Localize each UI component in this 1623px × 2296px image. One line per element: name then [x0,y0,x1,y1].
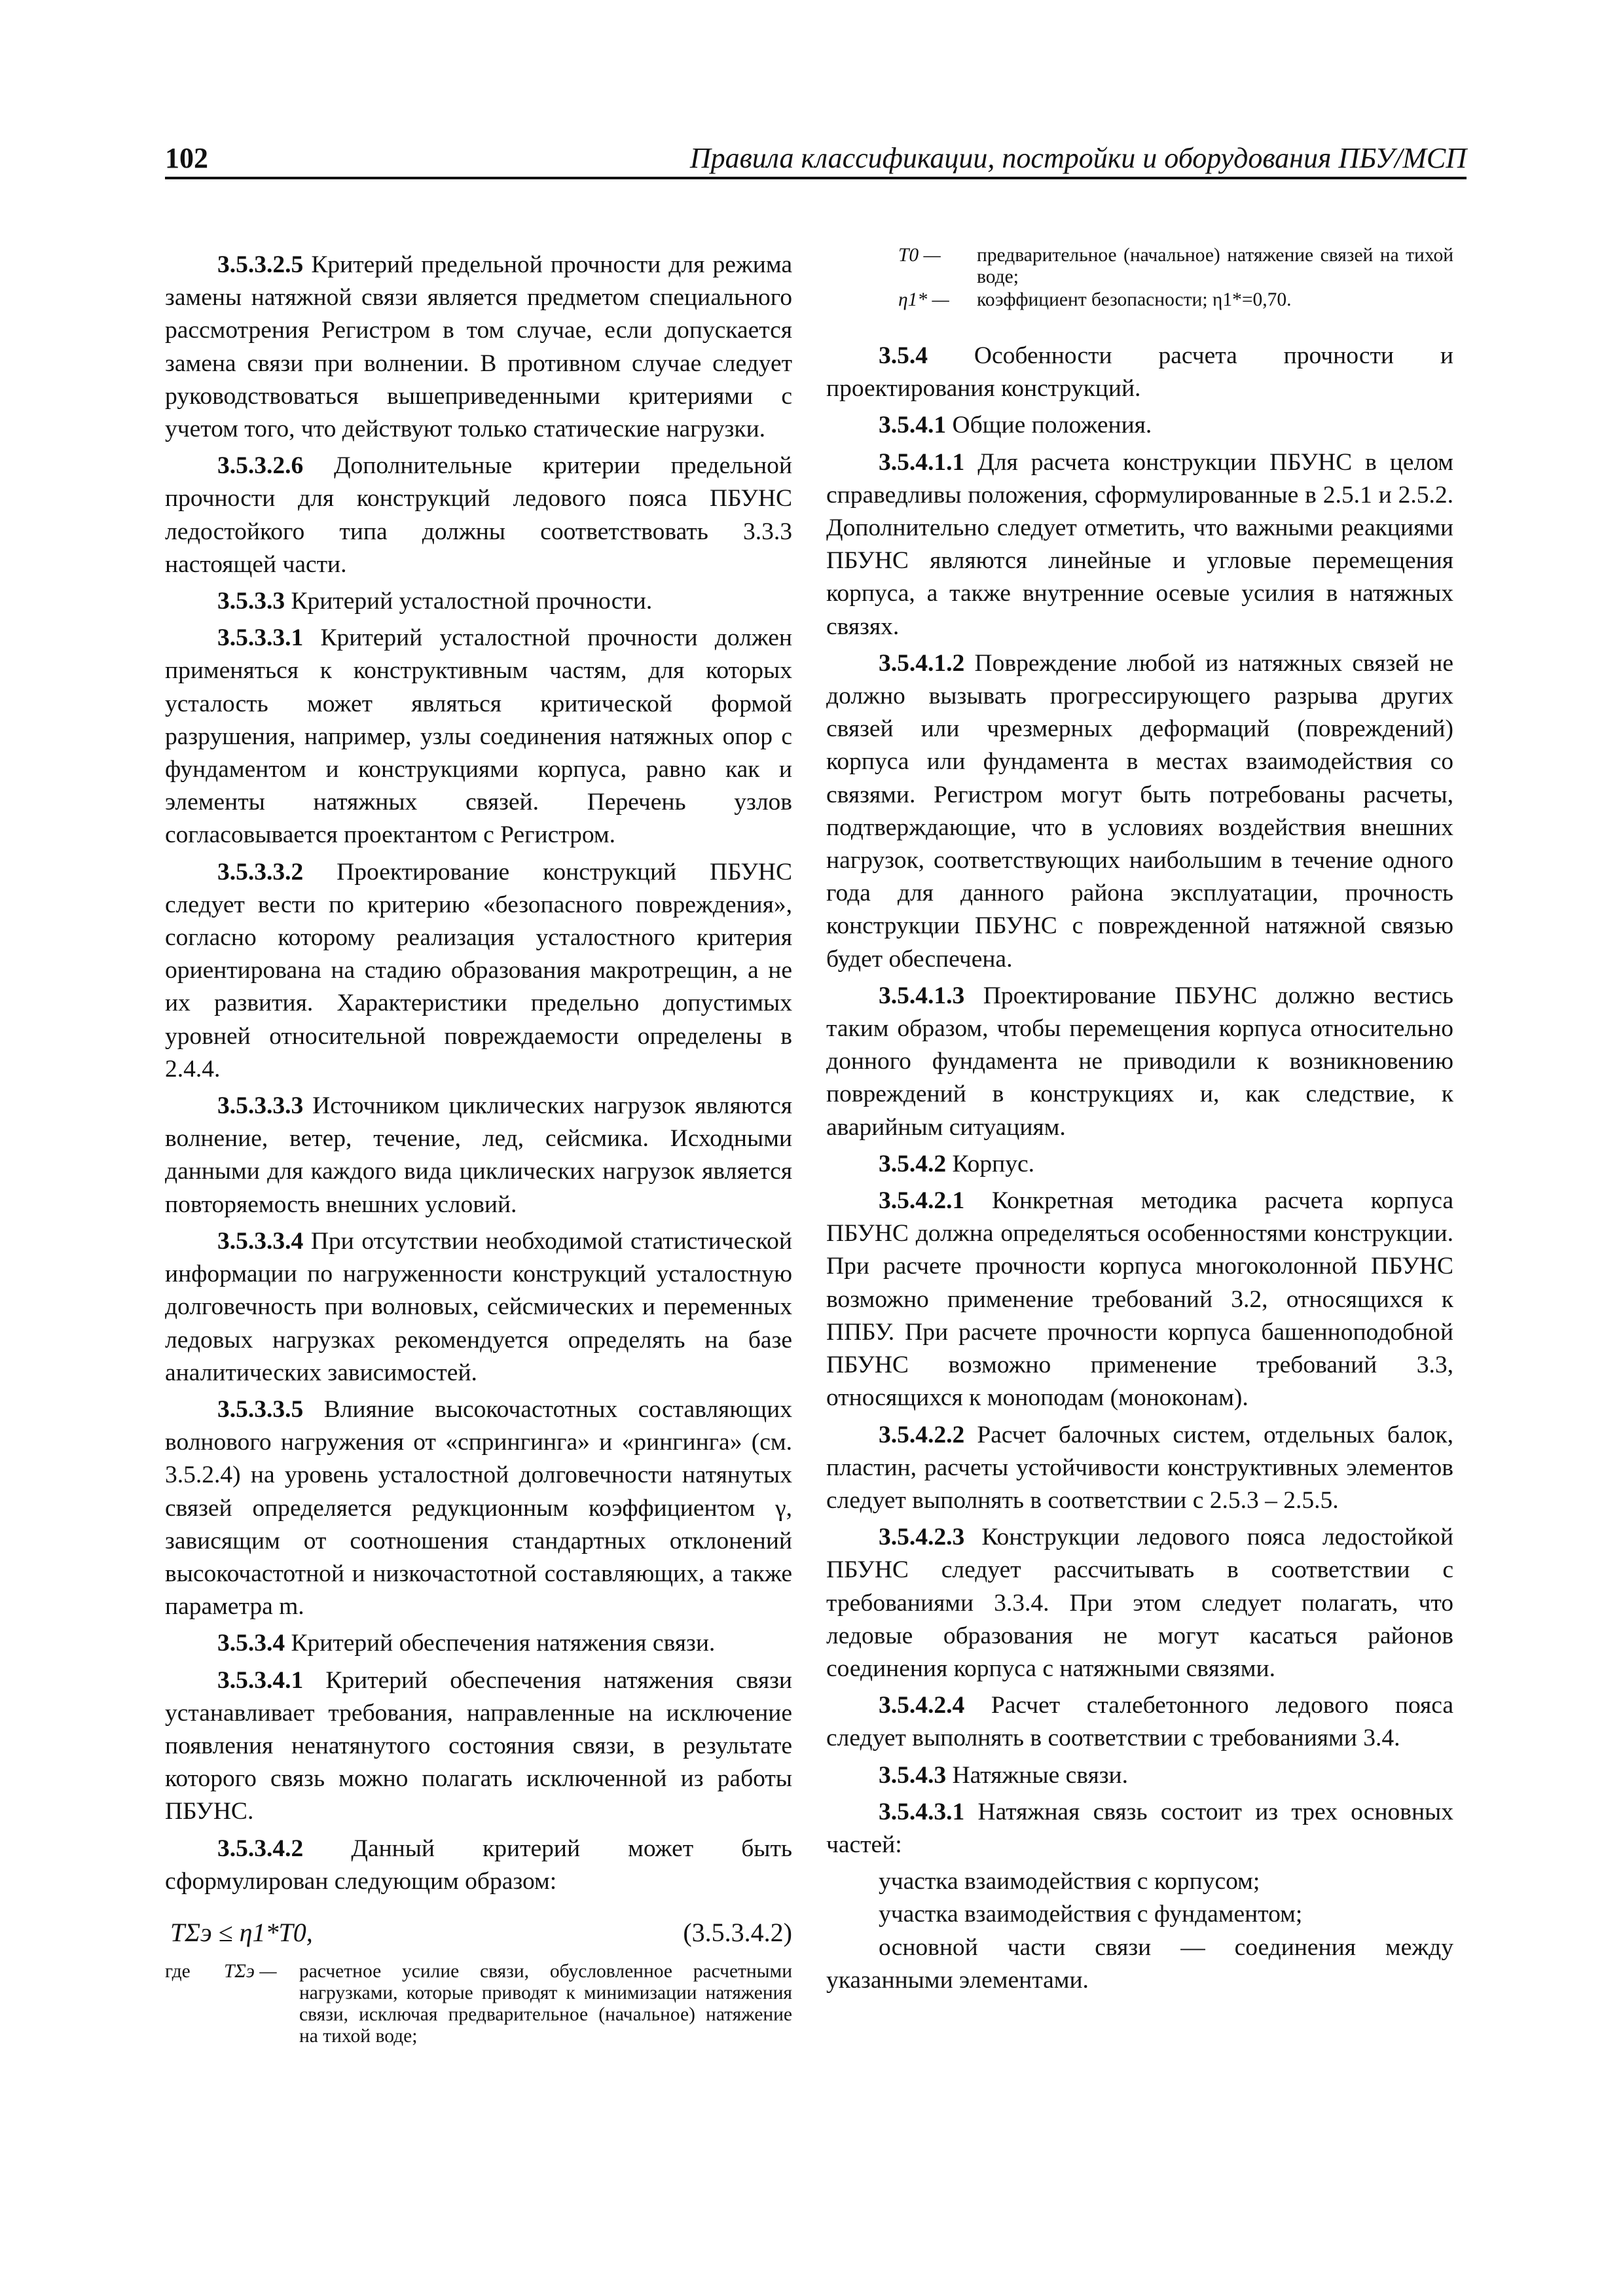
paragraph [826,1521,1453,1685]
paragraph-text: Критерий усталостной прочности должен применяться к конструктивным частям, для которых усталость может являться критической формой разрушения, например, узлы соединения натяжных опор с фундаментом и конструкциями корпуса, равно как и элементы натяжных связей. Перечень узлов согласовывается проектантом с Регистром. [165,624,792,849]
definition-row [165,1961,792,2047]
definition-symbol: T0 — [898,245,941,266]
section-number: 3.5.3.3 [217,588,285,615]
paragraph [826,340,1453,405]
section-number: 3.5.3.3.5 [217,1395,304,1423]
section-number: 3.5.4.2.2 [879,1421,965,1448]
definition-row [898,245,1453,288]
parts-list [826,1865,1453,1997]
paragraph-text: Проектирование конструкций ПБУНС следует вести по критерию «безопасного повреждения», согласно которому реализация усталостного критерия ориентирована на стадию образования макротрещин, а не их развития. Характеристики предельно допустимых уровней относительной повреждаемости определены в 2.4.4. [165,858,792,1083]
paragraph [826,1419,1453,1518]
paragraph-text: Конкретная методика расчета корпуса ПБУНС должна определяться особенностями конструкции. При расчете прочности корпуса многоколонной ПБУНС возможно применение требований 3.2, относящихся к ППБУ. При расчете прочности корпуса башенноподобной ПБУНС возможно применение требований 3.3, относящихся к моноподам (моноконам). [826,1187,1453,1412]
paragraph-text: Расчет балочных систем, отдельных балок, пластин, расчеты устойчивости конструктивных элементов следует выполнять в соответствии с 2.5.3 – 2.5.5. [826,1421,1453,1514]
paragraph-text: Особенности расчета прочности и проектирования конструкций. [826,342,1453,403]
paragraph-text: Влияние высокочастотных составляющих волнового нагружения от «спрингинга» и «рингинга» (см. 3.5.2.4) на уровень усталостной долговечности натянутых связей определяется редукционным коэффициентом γ, зависящим от соотношения стандартных отклонений высокочастотной и низкочастотной составляющих, а также параметра m. [165,1395,792,1621]
paragraph-text: Критерий обеспечения натяжения связи устанавливает требования, направленные на исключение появления ненатянутого состояния связи, в результате которого связь можно полагать исключенной из работы ПБУНС. [165,1666,792,1825]
paragraph [826,1148,1453,1181]
paragraph-text: Общие положения. [946,412,1152,439]
paragraph [826,409,1453,442]
paragraph-text: Критерий обеспечения натяжения связи. [285,1630,716,1657]
right-paragraphs [826,340,1453,1861]
section-number: 3.5.4.1.2 [879,649,965,677]
list-item: основной части связи — соединения между указанными элементами. [826,1933,1453,1994]
section-number: 3.5.4.1.3 [879,982,965,1009]
formula-expression: TΣэ ≤ η1*T0, [170,1917,313,1947]
section-number: 3.5.4.2.1 [879,1187,965,1215]
paragraph [165,1090,792,1221]
left-paragraphs [165,249,792,1898]
definition-text: расчетное усилие связи, обусловленное расчетными нагрузками, которые приводят к минимизации натяжения связи, исключая предварительное (начальное) натяжение на тихой воде; [299,1960,792,2047]
paragraph-text: Критерий предельной прочности для режима замены натяжной связи является предметом специального рассмотрения Регистром в том случае, если допускается замена связи при волнении. В противном случае следует руководствоваться вышеприведенными критериями с учетом того, что действуют только статические нагрузки. [165,251,792,443]
section-number: 3.5.4.1 [879,412,947,439]
paragraph [165,622,792,852]
paragraph-text: При отсутствии необходимой статистической информации по нагруженности конструкций усталостную долговечность при волновых, сейсмических и переменных ледовых нагрузках рекомендуется определять на базе аналитических зависимостей. [165,1227,792,1386]
formula [165,1916,792,1953]
paragraph [165,450,792,581]
page-header [165,139,1467,179]
definition-symbol: η1* — [898,289,949,310]
paragraph [826,1185,1453,1414]
paragraph-text: Повреждение любой из натяжных связей не должно вызывать прогрессирующего разрыва других связей или чрезмерных деформаций (повреждений) корпуса или фундамента в местах взаимодействия со связями. Регистром могут быть потребованы расчеты, подтверждающие, что в условиях воздействия внешних нагрузок, соответствующих наибольшим в течение одного года для данного района эксплуатации, прочность конструкции ПБУНС с поврежденной натяжной связью будет обеспечена. [826,649,1453,973]
paragraph-text: Проектирование ПБУНС должно вестись таким образом, чтобы перемещения корпуса относительно донного фундамента не приводили к возникновению повреждений в конструкциях и, как следствие, к аварийным ситуациям. [826,982,1453,1141]
left-column [165,249,792,2049]
paragraph [165,1833,792,1898]
definition-where: где [165,1960,191,1982]
section-number: 3.5.4.1.1 [879,448,965,476]
paragraph-text: Дополнительные критерии предельной прочности для конструкций ледового пояса ПБУНС ледостойкого типа должны соответствовать 3.3.3 настоящей части. [165,452,792,578]
section-number: 3.5.3.2.5 [217,251,304,278]
list-item: участка взаимодействия с фундаментом; [879,1901,1303,1928]
paragraph [165,1664,792,1829]
paragraph-text: Корпус. [946,1150,1034,1177]
paragraph-text: Критерий усталостной прочности. [285,588,653,615]
section-number: 3.5.4.2.3 [879,1524,965,1551]
paragraph [826,647,1453,976]
paragraph [165,585,792,618]
paragraph [826,1796,1453,1861]
formula-definitions-continued [898,245,1453,311]
section-number: 3.5.4.2 [879,1150,947,1177]
section-number: 3.5.3.3.2 [217,858,304,886]
paragraph [165,249,792,446]
section-number: 3.5.3.4.2 [217,1835,304,1862]
paragraph [165,1393,792,1623]
formula-definitions [165,1961,792,2047]
paragraph [826,1689,1453,1755]
paragraph [826,1759,1453,1792]
section-number: 3.5.4.3.1 [879,1798,965,1825]
definition-text: коэффициент безопасности; η1*=0,70. [977,289,1292,310]
paragraph-text: Конструкции ледового пояса ледостойкой ПБУНС следует рассчитывать в соответствии с требованиями 3.3.4. При этом следует полагать, что ледовые образования не могут касаться районов соединения корпуса с натяжными связями. [826,1524,1453,1682]
paragraph-text: Натяжная связь состоит из трех основных частей: [826,1798,1453,1858]
paragraph-text: Для расчета конструкции ПБУНС в целом справедливы положения, сформулированные в 2.5.1 и 2.5.2. Дополнительно следует отметить, что важными реакциями ПБУНС являются линейные и угловые перемещения корпуса, а также внутренние осевые усилия в натяжных связях. [826,448,1453,640]
paragraph [826,446,1453,643]
section-number: 3.5.4 [879,342,928,369]
paragraph-text: Расчет сталебетонного ледового пояса следует выполнять в соответствии с требованиями 3.4. [826,1692,1453,1752]
running-title: Правила классификации, постройки и оборудования ПБУ/МСП [689,142,1467,174]
section-number: 3.5.4.2.4 [879,1692,965,1719]
section-number: 3.5.3.3.3 [217,1092,304,1120]
right-column [826,245,1453,1997]
paragraph [165,1225,792,1390]
definition-text: предварительное (начальное) натяжение связей на тихой воде; [977,245,1453,287]
list-item: участка взаимодействия с корпусом; [879,1868,1260,1895]
paragraph-text: Источником циклических нагрузок являются волнение, ветер, течение, лед, сейсмика. Исходными данными для каждого вида циклических нагрузок является повторяемость внешних условий. [165,1092,792,1218]
paragraph [826,980,1453,1144]
section-number: 3.5.3.3.4 [217,1227,304,1255]
definition-symbol: TΣэ — [224,1960,277,1982]
definition-row [898,289,1453,311]
section-number: 3.5.3.3.1 [217,624,304,652]
paragraph [165,856,792,1086]
page-number: 102 [165,142,208,174]
paragraph [165,1627,792,1660]
section-number: 3.5.4.3 [879,1761,947,1789]
section-number: 3.5.3.2.6 [217,452,304,480]
paragraph-text: Данный критерий может быть сформулирован следующим образом: [165,1835,792,1895]
formula-number: (3.5.3.4.2) [683,1917,792,1947]
section-number: 3.5.3.4.1 [217,1666,304,1694]
section-number: 3.5.3.4 [217,1630,285,1657]
paragraph-text: Натяжные связи. [946,1761,1128,1789]
